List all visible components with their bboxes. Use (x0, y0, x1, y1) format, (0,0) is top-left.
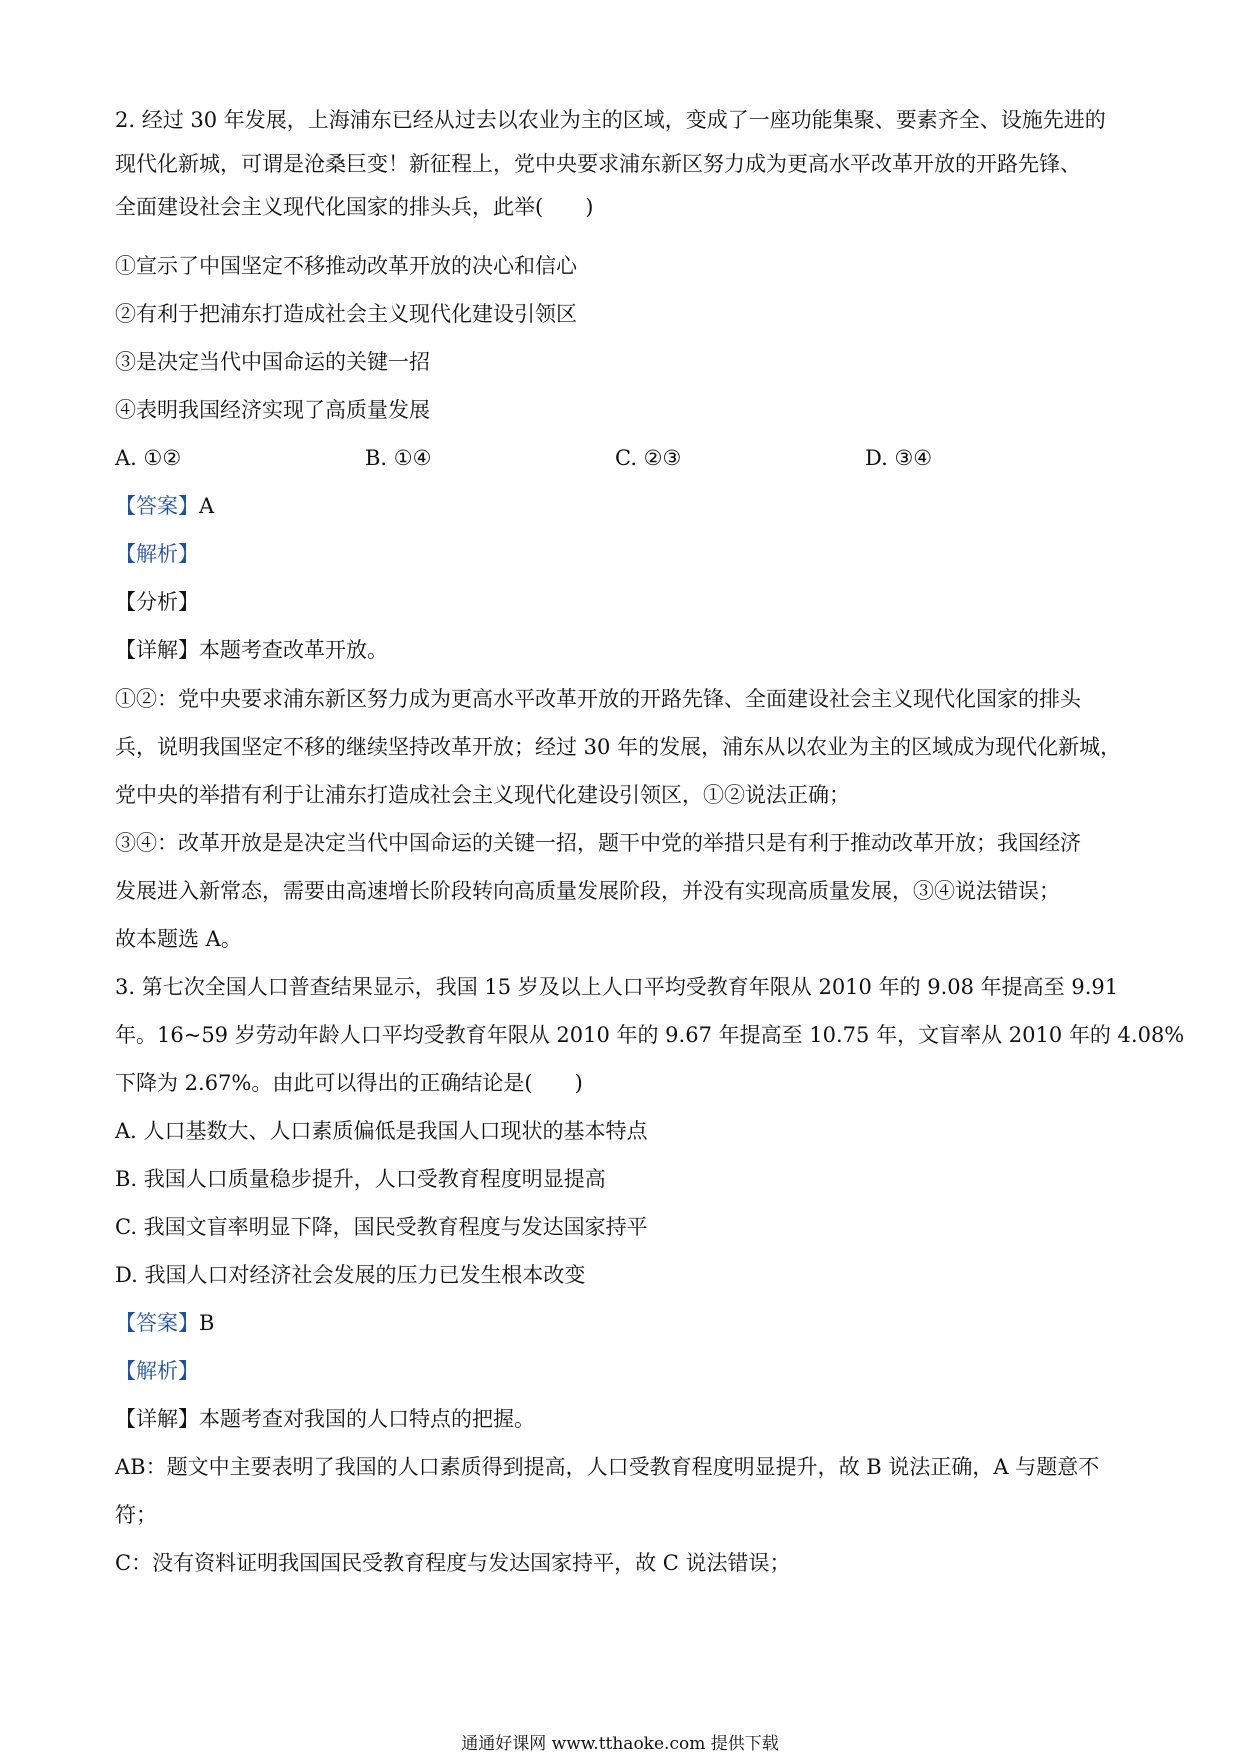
q3-detail-tag: 【详解】 (115, 1407, 199, 1431)
q2-stem-line-1: 2. 经过 30 年发展，上海浦东已经从过去以农业为主的区域，变成了一座功能集聚、要素齐全、设施先进的 (115, 108, 1106, 132)
q3-stem-line-3: 下降为 2.67%。由此可以得出的正确结论是( ) (115, 1071, 583, 1095)
q2-explain-line-2: 兵，说明我国坚定不移的继续坚持改革开放；经过 30 年的发展，浦东从以农业为主的区域成为现代化新城， (115, 735, 1122, 759)
q2-explain-line-1: ①②：党中央要求浦东新区努力成为更高水平改革开放的开路先锋、全面建设社会主义现代化国家的排头 (115, 687, 1081, 711)
q3-analysis-row (115, 1357, 1135, 1385)
q2-option-c: C. ②③ (615, 446, 682, 470)
q2-answer-value: A (199, 494, 215, 518)
q3-explain-line-1: AB：题文中主要表明了我国的人口素质得到提高，人口受教育程度明显提升，故 B 说法正确，A 与题意不 (115, 1455, 1100, 1479)
q3-detail-row (115, 1405, 1135, 1433)
q2-answer-tag: 【答案】 (115, 494, 199, 518)
q2-statement-1: ①宣示了中国坚定不移推动改革开放的决心和信心 (115, 254, 577, 278)
q2-detail-intro: 本题考查改革开放。 (199, 638, 388, 662)
q2-stem-line-3: 全面建设社会主义现代化国家的排头兵，此举( ) (115, 195, 594, 219)
q2-explain-line-6: 故本题选 A。 (115, 927, 242, 951)
q2-fenxi-row: 【分析】 (115, 590, 199, 614)
q3-option-c: C. 我国文盲率明显下降，国民受教育程度与发达国家持平 (115, 1215, 648, 1239)
q2-statement-3: ③是决定当代中国命运的关键一招 (115, 350, 430, 374)
q2-analysis-row (115, 540, 1135, 568)
q3-option-a: A. 人口基数大、人口素质偏低是我国人口现状的基本特点 (115, 1119, 648, 1143)
q3-explain-line-3: C：没有资料证明我国国民受教育程度与发达国家持平，故 C 说法错误； (115, 1551, 791, 1575)
q2-explain-line-3: 党中央的举措有利于让浦东打造成社会主义现代化建设引领区，①②说法正确； (115, 783, 850, 807)
q2-detail-tag: 【详解】 (115, 638, 199, 662)
q2-analysis-tag: 【解析】 (115, 542, 199, 566)
q2-stem-line-2: 现代化新城，可谓是沧桑巨变！新征程上，党中央要求浦东新区努力成为更高水平改革开放的开路先锋、 (115, 152, 1081, 176)
q3-option-b: B. 我国人口质量稳步提升，人口受教育程度明显提高 (115, 1167, 606, 1191)
q2-explain-line-5: 发展进入新常态，需要由高速增长阶段转向高质量发展阶段，并没有实现高质量发展，③④说法错误； (115, 879, 1060, 903)
q2-detail-row (115, 636, 1135, 664)
q3-option-d: D. 我国人口对经济社会发展的压力已发生根本改变 (115, 1263, 586, 1287)
q3-explain-line-2: 符； (115, 1503, 157, 1527)
q3-answer-tag: 【答案】 (115, 1311, 199, 1335)
q2-statement-2: ②有利于把浦东打造成社会主义现代化建设引领区 (115, 302, 577, 326)
q3-answer-row (115, 1309, 1135, 1337)
q3-detail-intro: 本题考查对我国的人口特点的把握。 (199, 1407, 535, 1431)
q3-stem-line-2: 年。16~59 岁劳动年龄人口平均受教育年限从 2010 年的 9.67 年提高至 10.75 年，文盲率从 2010 年的 4.08% (115, 1023, 1185, 1047)
q2-answer-row (115, 492, 1135, 520)
q2-option-a: A. ①② (115, 446, 182, 470)
q2-explain-line-4: ③④：改革开放是是决定当代中国命运的关键一招，题干中党的举措只是有利于推动改革开放；我国经济 (115, 831, 1081, 855)
q2-option-d: D. ③④ (865, 446, 933, 470)
q3-answer-value: B (199, 1311, 215, 1335)
q3-analysis-tag: 【解析】 (115, 1359, 199, 1383)
q2-option-b: B. ①④ (365, 446, 432, 470)
page-footer: 通通好课网 www.tthaoke.com 提供下载 (461, 1734, 779, 1754)
q3-stem-line-1: 3. 第七次全国人口普查结果显示，我国 15 岁及以上人口平均受教育年限从 2010 年的 9.08 年提高至 9.91 (115, 975, 1119, 999)
q2-statement-4: ④表明我国经济实现了高质量发展 (115, 398, 430, 422)
